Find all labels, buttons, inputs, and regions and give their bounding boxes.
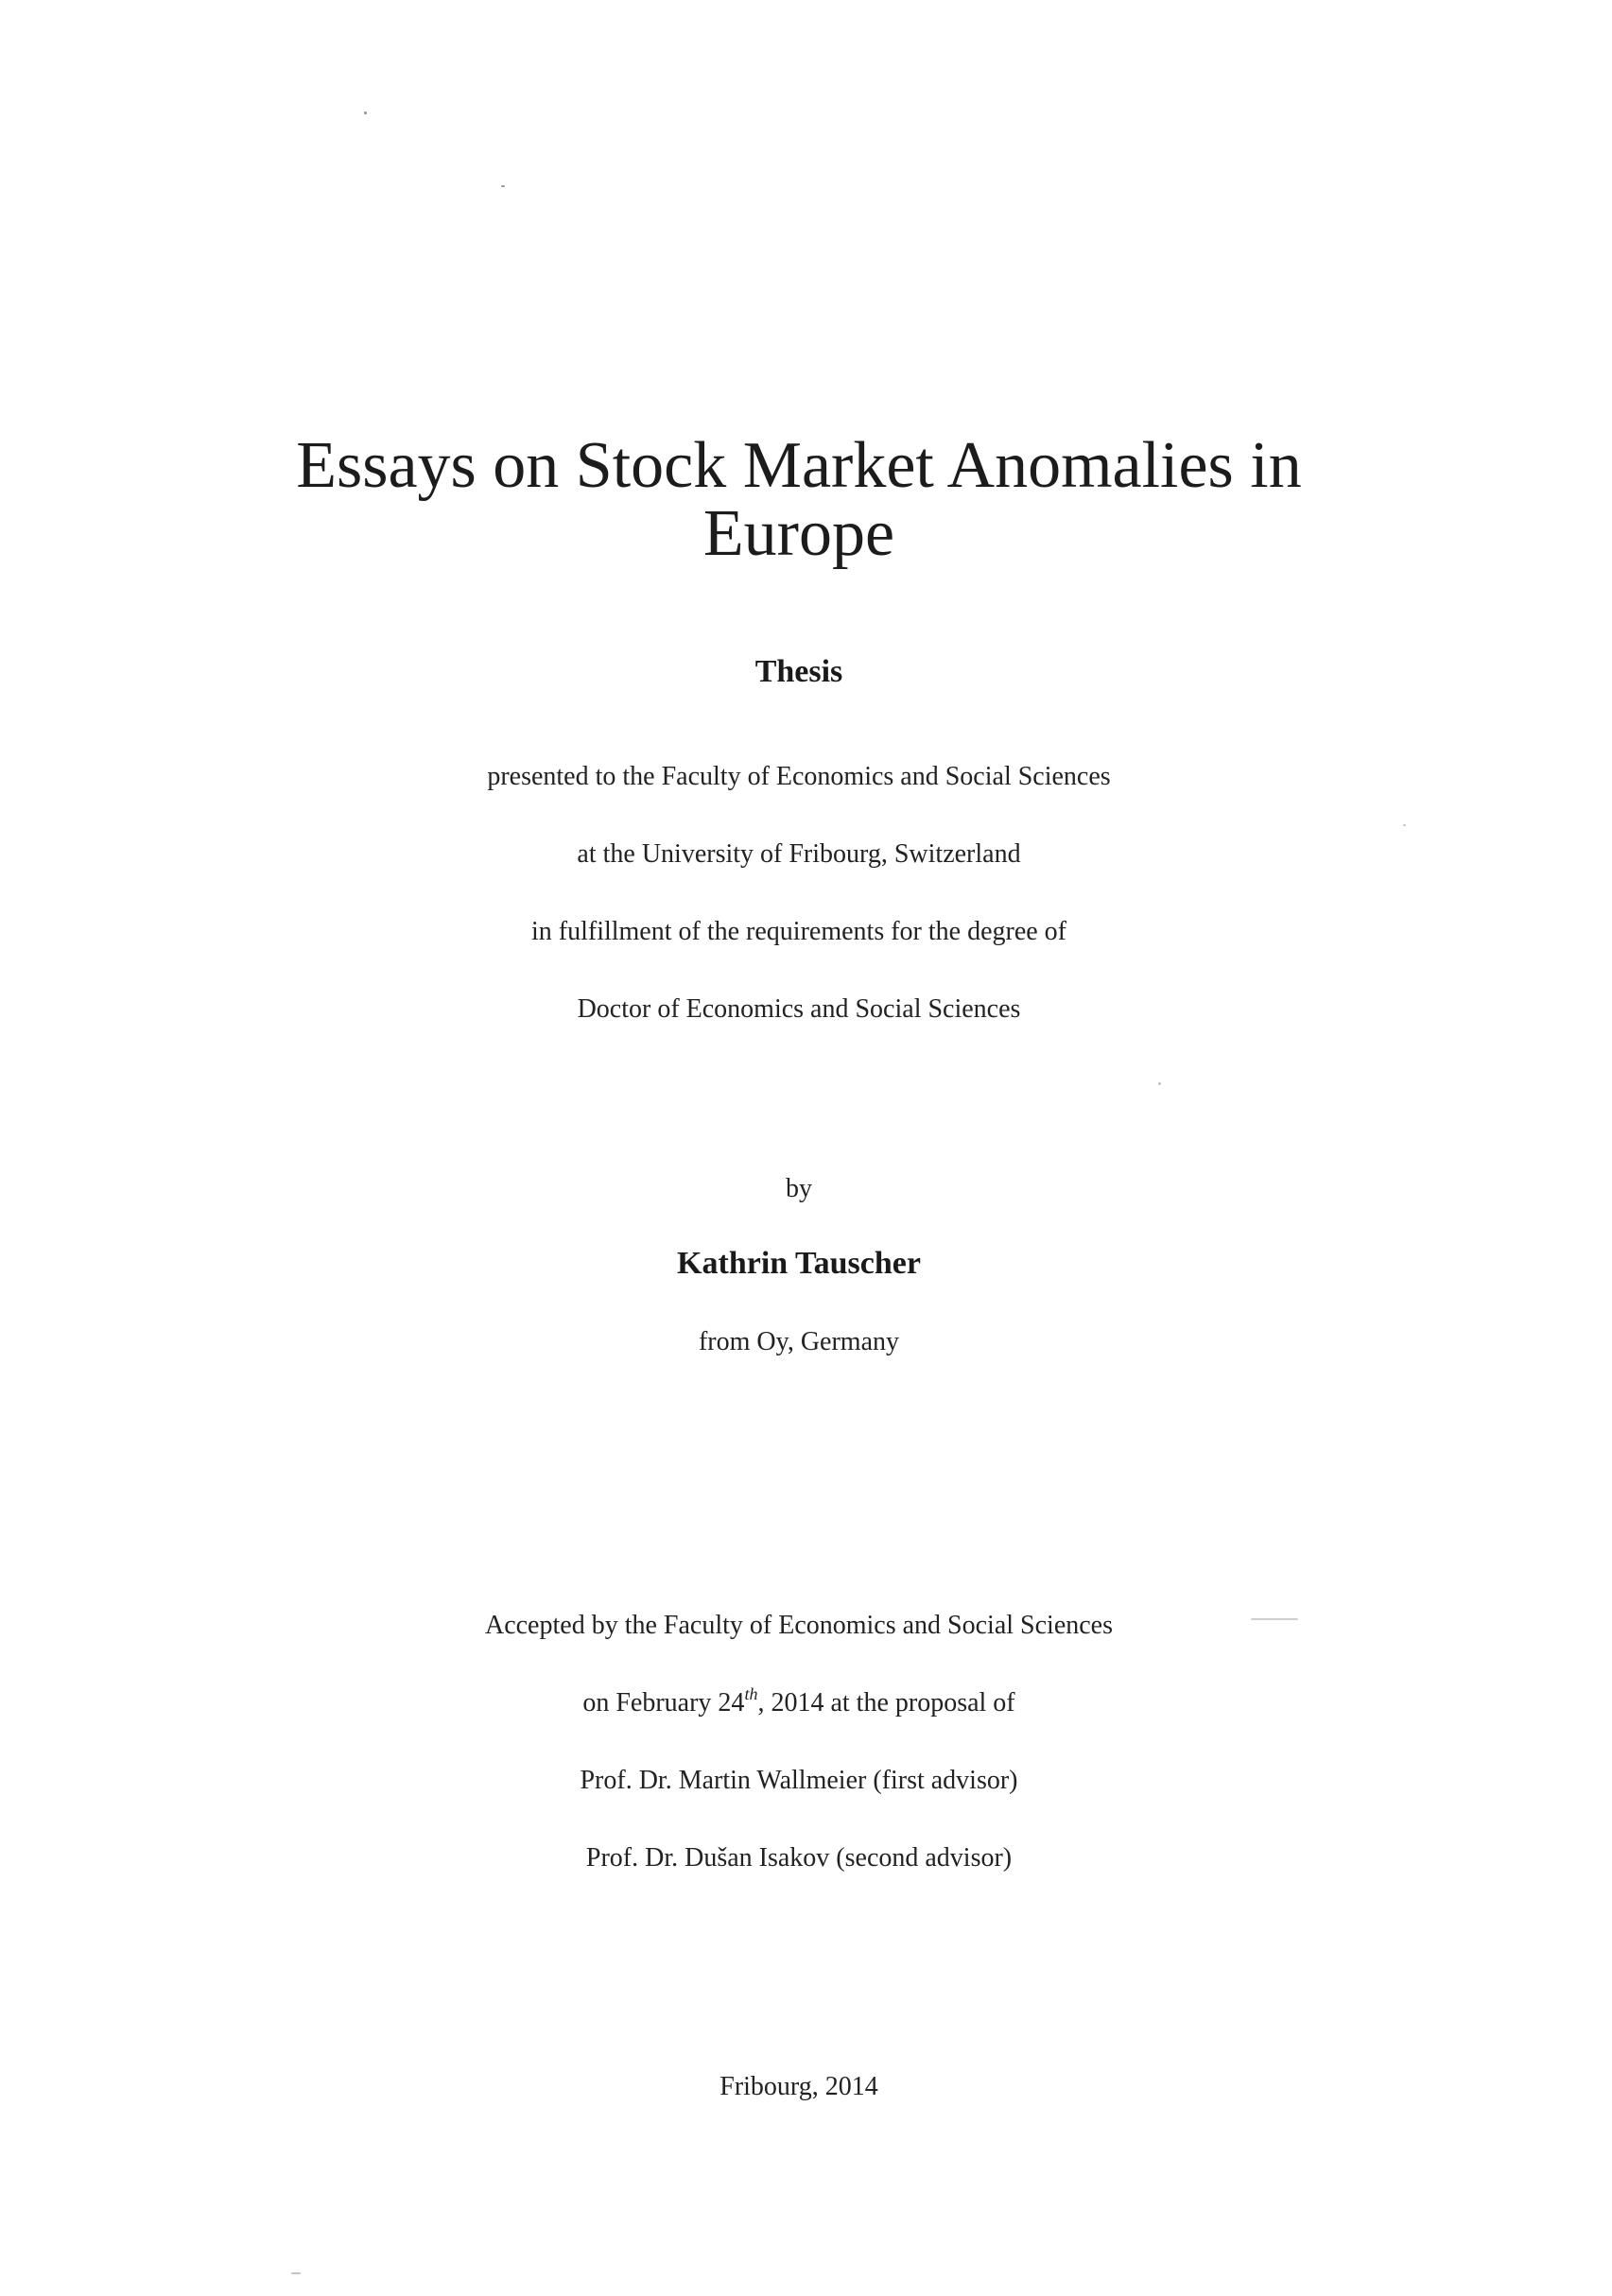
document-type: Thesis xyxy=(754,654,843,689)
acceptance-date-prefix: on February 24 xyxy=(582,1688,745,1718)
presentation-line-3: in fulfillment of the requirements for the degree of xyxy=(530,917,1066,946)
by-label: by xyxy=(786,1174,812,1203)
scan-speck xyxy=(364,112,367,114)
presentation-line-1: presented to the Faculty of Economics and Social Sciences xyxy=(487,762,1111,791)
acceptance-date-suffix: , 2014 at the proposal of xyxy=(757,1688,1015,1718)
second-advisor: Prof. Dr. Dušan Isakov (second advisor) xyxy=(585,1843,1013,1873)
author-origin: from Oy, Germany xyxy=(698,1327,899,1356)
scan-speck xyxy=(1158,1082,1161,1085)
scan-speck xyxy=(501,185,505,187)
scan-speck xyxy=(291,2272,301,2274)
presentation-line-2: at the University of Fribourg, Switzerland xyxy=(577,839,1021,869)
title-line-1: Essays on Stock Market Anomalies in xyxy=(296,429,1302,502)
date-ordinal-superscript: th xyxy=(744,1684,758,1703)
place-date: Fribourg, 2014 xyxy=(719,2072,878,2101)
presentation-line-4: Doctor of Economics and Social Sciences xyxy=(577,994,1021,1024)
acceptance-line-1: Accepted by the Faculty of Economics and Social Sciences xyxy=(484,1611,1113,1640)
scan-speck xyxy=(1251,1618,1298,1620)
acceptance-line-2 xyxy=(0,1684,1598,1718)
author-name: Kathrin Tauscher xyxy=(677,1246,921,1281)
scan-speck xyxy=(1403,824,1406,826)
first-advisor: Prof. Dr. Martin Wallmeier (first advisor) xyxy=(580,1766,1018,1795)
title-line-2: Europe xyxy=(702,497,895,570)
